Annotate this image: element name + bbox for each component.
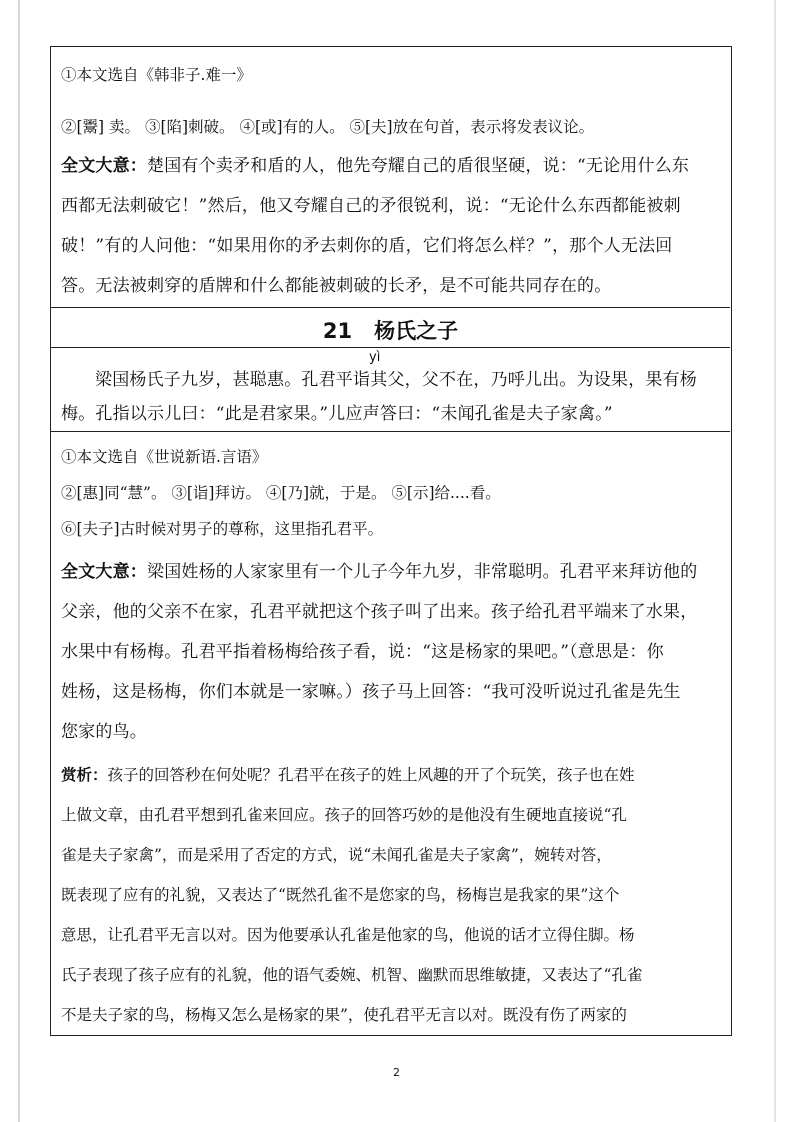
text-line-2: 梅。孔指以示儿曰：“此是君家果。”儿应声答曰：“未闻孔雀是夫子家禽。”	[61, 404, 613, 424]
summary-line-4: 答。无法被刺穿的盾牌和什么都能被刺破的长矛，是不可能共同存在的。	[61, 276, 612, 296]
document-frame	[50, 46, 732, 1036]
appreciation-line-6: 氏子表现了孩子应有的礼貌，他的语气委婉、机智、幽默而思维敏捷，又表达了“孔雀	[61, 966, 643, 984]
pinyin-annotation: yì	[369, 350, 381, 365]
page-number: 2	[393, 1066, 400, 1079]
summary-line-5: 您家的鸟。	[61, 722, 147, 742]
summary-line-1: 全文大意：楚国有个卖矛和盾的人，他先夸耀自己的盾很坚硬，说：“无论用什么东	[61, 156, 690, 176]
appreciation-label: 赏析：	[61, 766, 108, 784]
note-definitions-2: ⑥[夫子]古时候对男子的尊称，这里指孔君平。	[61, 520, 384, 538]
appreciation-line-7: 不是夫子家的鸟，杨梅又怎么是杨家的果”，使孔君平无言以对。既没有伤了两家的	[61, 1006, 627, 1024]
summary-line-2: 西都无法刺破它！”然后，他又夸耀自己的矛很锐利，说：“无论什么东西都能被刺	[61, 196, 681, 216]
divider	[51, 347, 730, 348]
summary-label: 全文大意：	[61, 562, 147, 582]
lesson-name: 杨氏之子	[374, 319, 459, 343]
summary-line-1: 全文大意：梁国姓杨的人家家里有一个儿子今年九岁，非常聪明。孔君平来拜访他的	[61, 562, 698, 582]
lesson-title	[51, 315, 730, 345]
appreciation-line-2: 上做文章，由孔君平想到孔雀来回应。孩子的回答巧妙的是他没有生硬地直接说“孔	[61, 806, 627, 824]
summary-line-3: 破！”有的人问他：“如果用你的矛去刺你的盾，它们将怎么样？”，那个人无法回	[61, 236, 673, 256]
scan-edge-right	[774, 0, 776, 1122]
divider	[51, 307, 730, 308]
note-definitions: ②[鬻] 卖。 ③[陷]刺破。 ④[或]有的人。 ⑤[夫]放在句首，表示将发表议论。	[61, 118, 595, 136]
summary-line-4: 姓杨，这是杨梅，你们本就是一家嘛。）孩子马上回答：“我可没听说过孔雀是先生	[61, 682, 681, 702]
appreciation-line-3: 雀是夫子家禽”，而是采用了否定的方式，说“未闻孔雀是夫子家禽”，婉转对答，	[61, 846, 612, 864]
summary-label: 全文大意：	[61, 156, 147, 176]
lesson-number: 21	[322, 319, 353, 343]
text-line-1: 梁国杨氏子九岁，甚聪惠。孔君平诣其父，父不在，乃呼儿出。为设果，果有杨	[95, 370, 697, 390]
appreciation-line-5: 意思，让孔君平无言以对。因为他要承认孔雀是他家的鸟，他说的话才立得住脚。杨	[61, 926, 635, 944]
note-definitions: ②[惠]同“慧”。 ③[诣]拜访。 ④[乃]就，于是。 ⑤[示]给....看。	[61, 484, 501, 502]
scan-edge-left	[18, 0, 20, 1122]
divider	[51, 431, 730, 432]
appreciation-line-1: 赏析：孩子的回答秒在何处呢？孔君平在孩子的姓上风趣的开了个玩笑，孩子也在姓	[61, 766, 635, 784]
summary-line-3: 水果中有杨梅。孔君平指着杨梅给孩子看，说：“这是杨家的果吧。”（意思是：你	[61, 642, 664, 662]
appreciation-line-4: 既表现了应有的礼貌，又表达了“既然孔雀不是您家的鸟，杨梅岂是我家的果”这个	[61, 886, 620, 904]
note-source: ①本文选自《世说新语.言语》	[61, 448, 268, 466]
note-source: ①本文选自《韩非子.难一》	[61, 66, 252, 84]
summary-line-2: 父亲，他的父亲不在家，孔君平就把这个孩子叫了出来。孩子给孔君平端来了水果，	[61, 602, 698, 622]
